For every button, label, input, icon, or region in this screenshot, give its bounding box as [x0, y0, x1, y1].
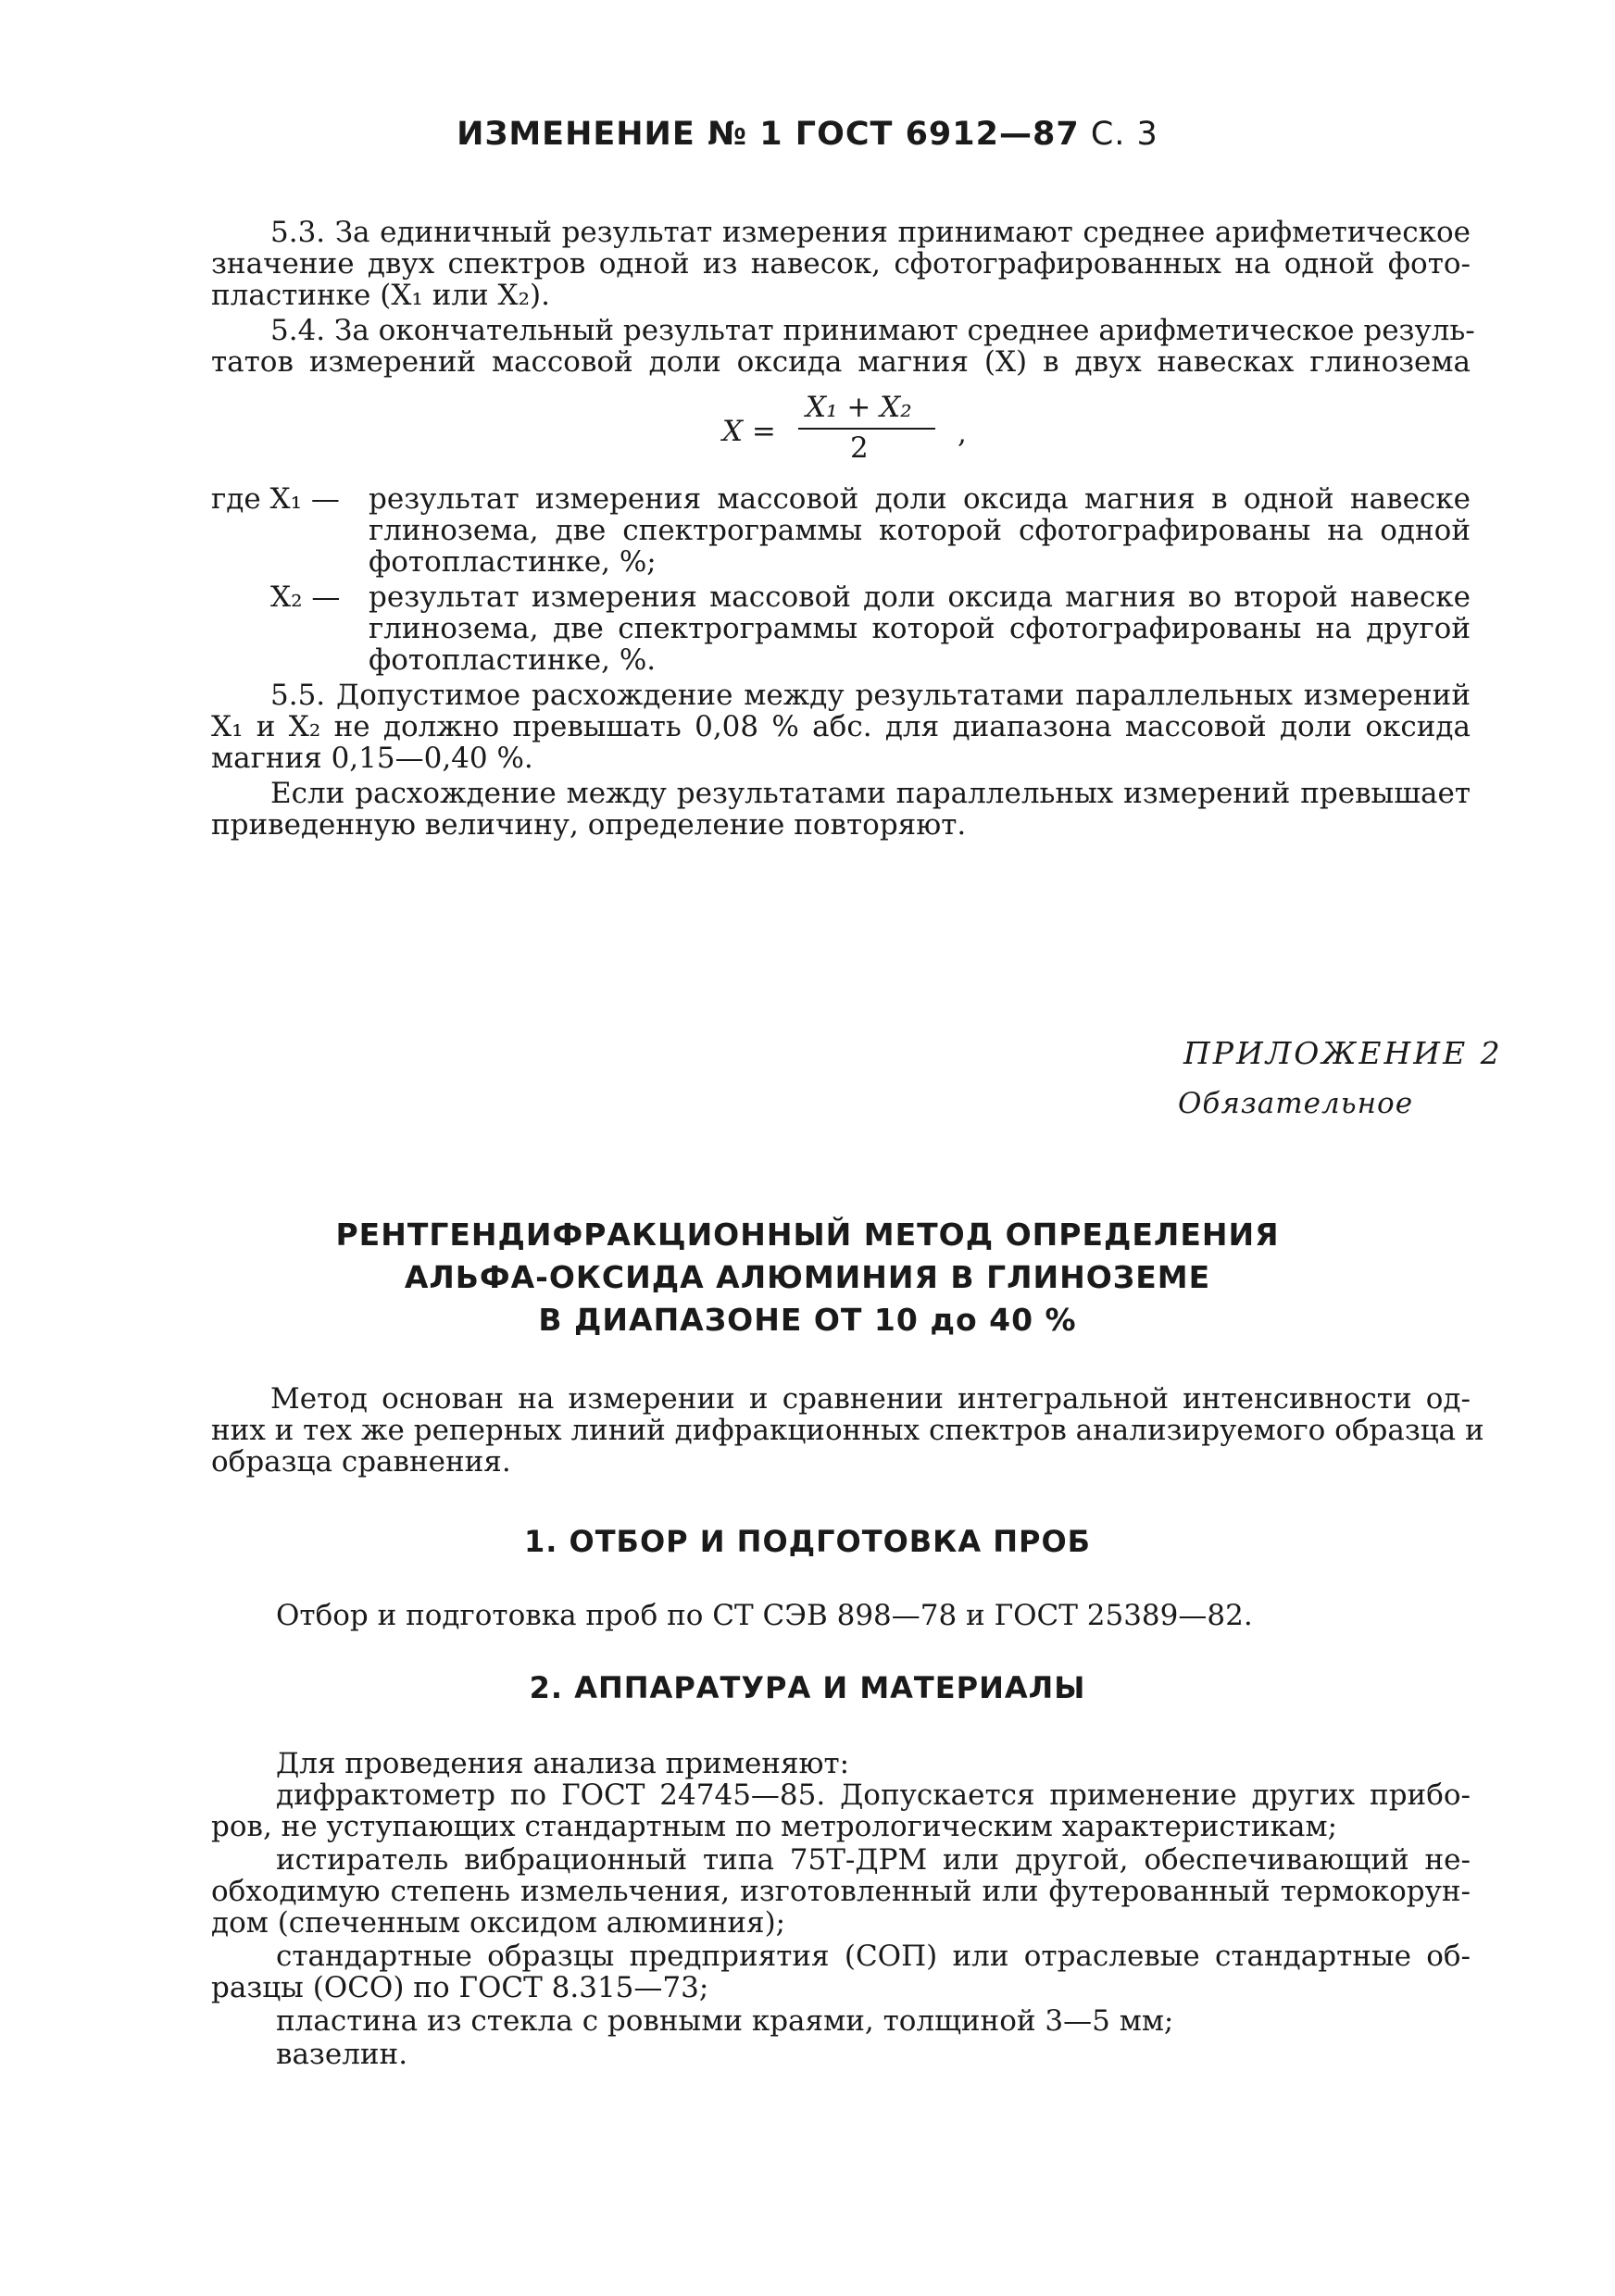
- appendix-title-line-3: В ДИАПАЗОНЕ ОТ 10 до 40 %: [538, 1302, 1077, 1338]
- section-2-line-4: истиратель вибрационный типа 75Т-ДРМ или другой, обеспечивающий не-: [276, 1843, 1471, 1877]
- p53-line-3: пластинке (X₁ или X₂).: [211, 279, 551, 312]
- p54-line-1: 5.4. За окончательный результат принимают среднее арифметическое резуль-: [270, 314, 1475, 347]
- p55-line-2: X₁ и X₂ не должно превышать 0,08 % абс. для диапазона массовой доли оксида: [211, 710, 1471, 743]
- section-2-line-10: вазелин.: [276, 2038, 408, 2071]
- appendix-label: ПРИЛОЖЕНИЕ 2: [1183, 1035, 1503, 1071]
- intro-line-3: образца сравнения.: [211, 1445, 511, 1479]
- header-title: ИЗМЕНЕНИЕ № 1 ГОСТ 6912—87: [457, 116, 1080, 153]
- section-1-text: Отбор и подготовка проб по СТ СЭВ 898—78 и ГОСТ 25389—82.: [276, 1599, 1253, 1632]
- section-2-line-8: разцы (ОСО) по ГОСТ 8.315—73;: [211, 1971, 709, 2004]
- where-x2-line-1: результат измерения массовой доли оксида магния во второй навеске: [369, 580, 1471, 614]
- page-header: [0, 116, 1615, 153]
- where-x1-label: где X₁ —: [211, 482, 340, 516]
- section-2-line-1: Для проведения анализа применяют:: [276, 1747, 850, 1780]
- p53-line-1: 5.3. За единичный результат измерения принимают среднее арифметическое: [270, 216, 1471, 249]
- p55-line-1: 5.5. Допустимое расхождение между результатами параллельных измерений: [270, 679, 1471, 712]
- intro-line-1: Метод основан на измерении и сравнении интегральной интенсивности од-: [270, 1382, 1471, 1416]
- intro-line-2: них и тех же реперных линий дифракционных спектров анализируемого образца и: [211, 1414, 1484, 1447]
- formula-lhs: X =: [722, 415, 776, 448]
- header-page-number: С. 3: [1090, 116, 1158, 153]
- appendix-title-line-2: АЛЬФА-ОКСИДА АЛЮМИНИЯ В ГЛИНОЗЕМЕ: [404, 1259, 1211, 1295]
- section-1-title: 1. ОТБОР И ПОДГОТОВКА ПРОБ: [523, 1524, 1092, 1559]
- formula-denominator: 2: [850, 431, 869, 465]
- appendix-status: Обязательное: [1178, 1087, 1414, 1120]
- formula-trail: ,: [958, 417, 967, 450]
- p55-line-3: магния 0,15—0,40 %.: [211, 742, 533, 775]
- formula-numerator: X₁ + X₂: [806, 391, 912, 424]
- where-x1-line-3: фотопластинке, %;: [369, 545, 657, 579]
- p56-line-1: Если расхождение между результатами параллельных измерений превышает: [270, 777, 1471, 810]
- where-x2-line-2: глинозема, две спектрограммы которой сфотографированы на другой: [369, 612, 1471, 645]
- section-2-line-5: обходимую степень измельчения, изготовленный или футерованный термокорун-: [211, 1875, 1471, 1908]
- where-x1-line-1: результат измерения массовой доли оксида магния в одной навеске: [369, 482, 1471, 516]
- p54-line-2: татов измерений массовой доли оксида магния (X) в двух навесках глинозема: [211, 345, 1471, 379]
- section-2-line-6: дом (спеченным оксидом алюминия);: [211, 1906, 786, 1940]
- section-2-line-9: пластина из стекла с ровными краями, толщиной 3—5 мм;: [276, 2004, 1174, 2038]
- p53-line-2: значение двух спектров одной из навесок, сфотографированных на одной фото-: [211, 247, 1471, 281]
- section-2-line-3: ров, не уступающих стандартным по метрологическим характеристикам;: [211, 1810, 1338, 1843]
- section-2-title: 2. АППАРАТУРА И МАТЕРИАЛЫ: [529, 1670, 1086, 1705]
- section-2-line-7: стандартные образцы предприятия (СОП) или отраслевые стандартные об-: [276, 1940, 1471, 1973]
- fraction-bar: [798, 428, 935, 430]
- p56-line-2: приведенную величину, определение повторяют.: [211, 808, 967, 842]
- section-2-line-2: дифрактометр по ГОСТ 24745—85. Допускается применение других прибо-: [276, 1778, 1471, 1812]
- where-x2-line-3: фотопластинке, %.: [369, 643, 657, 677]
- where-x1-line-2: глинозема, две спектрограммы которой сфотографированы на одной: [369, 514, 1471, 547]
- appendix-title-line-1: РЕНТГЕНДИФРАКЦИОННЫЙ МЕТОД ОПРЕДЕЛЕНИЯ: [335, 1217, 1280, 1253]
- where-x2-label: X₂ —: [270, 580, 341, 614]
